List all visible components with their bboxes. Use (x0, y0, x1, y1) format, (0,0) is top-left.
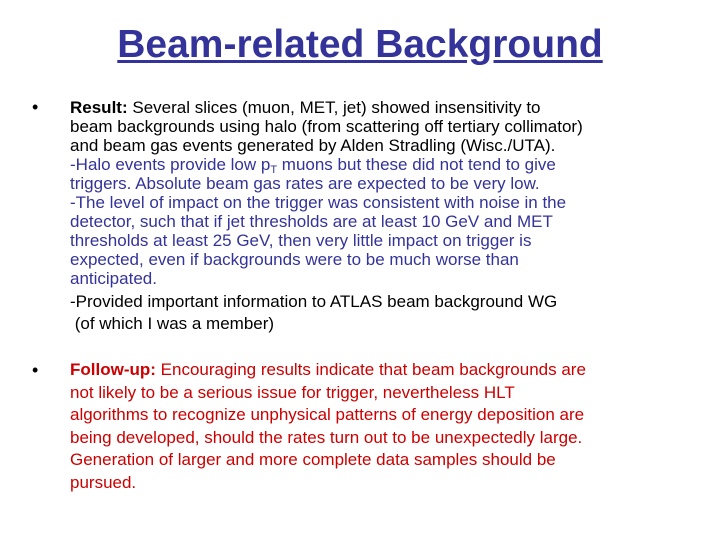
result-line-3: and beam gas events generated by Alden Stradling (Wisc./UTA). (70, 136, 556, 155)
result-label: Result: (70, 98, 128, 117)
impact-line-4: expected, even if backgrounds were to be much worse than (70, 250, 519, 269)
bullet-result: • (32, 97, 39, 117)
result-text-1: Several slices (muon, MET, jet) showed insensitivity to (132, 98, 541, 117)
followup-line-3: algorithms to recognize unphysical patterns of energy deposition are (70, 405, 585, 424)
atlas-line-2: (of which I was a member) (70, 314, 275, 333)
result-line-1 (70, 98, 710, 117)
followup-block (70, 359, 710, 494)
followup-text-1: Encouraging results indicate that beam backgrounds are (160, 360, 586, 379)
atlas-line-1: -Provided important information to ATLAS beam background WG (70, 292, 558, 311)
followup-line-6: pursued. (70, 472, 137, 492)
halo-pre: -Halo events provide low p (70, 155, 271, 174)
impact-line-5: anticipated. (70, 269, 157, 288)
followup-line-1 (70, 359, 710, 382)
followup-label: Follow-up: (70, 360, 156, 379)
slide-title: Beam-related Background (117, 23, 603, 66)
followup-line-5: Generation of larger and more complete data samples should be (70, 450, 556, 469)
followup-line-2: not likely to be a serious issue for trigger, nevertheless HLT (70, 382, 515, 402)
result-block (70, 98, 710, 335)
bullet-followup: • (32, 360, 39, 380)
followup-line-4: being developed, should the rates turn out to be unexpectedly large. (70, 427, 583, 447)
halo-post: muons but these did not tend to give (277, 155, 556, 174)
halo-line-2: triggers. Absolute beam gas rates are expected to be very low. (70, 174, 540, 193)
halo-sub: T (270, 164, 278, 176)
halo-line-1 (70, 155, 710, 174)
impact-line-3: thresholds at least 25 GeV, then very little impact on trigger is (70, 231, 532, 250)
impact-line-2: detector, such that if jet thresholds are at least 10 GeV and MET (70, 212, 553, 231)
impact-line-1: -The level of impact on the trigger was consistent with noise in the (70, 193, 567, 212)
result-line-2: beam backgrounds using halo (from scattering off tertiary collimator) (70, 117, 583, 136)
